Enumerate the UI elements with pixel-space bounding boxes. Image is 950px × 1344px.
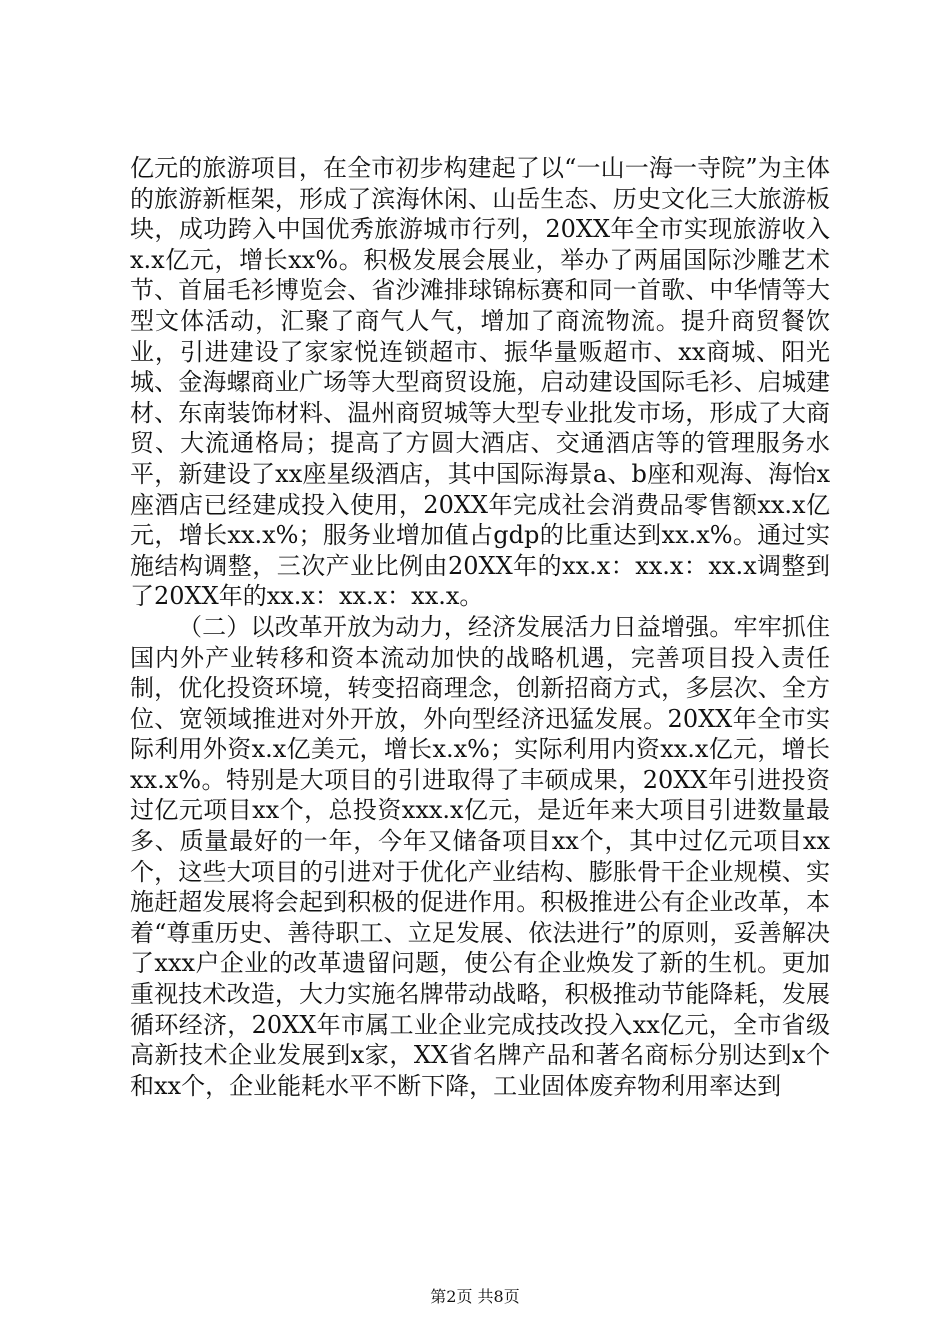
page-footer: 第2页 共8页 [430,1287,520,1306]
paragraph-reform-opening: （二）以改革开放为动力，经济发展活力日益增强。牢牢抓住国内外产业转移和资本流动加快的战略机遇，完善项目投入责任制，优化投资环境，转变招商理念，创新招商方式，多层次、全方位、宽领域推进对外开放，外向型经济迅猛发展。20XX年全市实际利用外资x.x亿美元，增长x.x%；实际利用内资xx.x亿元，增长xx.x%。特别是大项目的引进取得了丰硕成果，20XX年引进投资过亿元项目xx个，总投资xxx.x亿元，是近年来大项目引进数量最多、质量最好的一年，今年又储备项目xx个，其中过亿元项目xx个，这些大项目的引进对于优化产业结构、膨胀骨干企业规模、实施赶超发展将会起到积极的促进作用。积极推进公有企业改革，本着“尊重历史、善待职工、立足发展、依法进行”的原则，妥善解决了xxx户企业的改革遗留问题，使公有企业焕发了新的生机。更加重视技术改造，大力实施名牌带动战略，积极推动节能降耗，发展循环经济，20XX年市属工业企业完成技改投入xx亿元，全市省级高新技术企业发展到x家，XX省名牌产品和著名商标分别达到x个和xx个，企业能耗水平不断下降，工业固体废弃物利用率达到 [130,612,830,1100]
paragraph-continued: 亿元的旅游项目，在全市初步构建起了以“一山一海一寺院”为主体的旅游新框架，形成了滨海休闲、山岳生态、历史文化三大旅游板块，成功跨入中国优秀旅游城市行列，20XX年全市实现旅游收入x.x亿元，增长xx%。积极发展会展业，举办了两届国际沙雕艺术节、首届毛衫博览会、省沙滩排球锦标赛和同一首歌、中华情等大型文体活动，汇聚了商气人气，增加了商流物流。提升商贸餐饮业，引进建设了家家悦连锁超市、振华量贩超市、xx商城、阳光城、金海螺商业广场等大型商贸设施，启动建设国际毛衫、启城建材、东南装饰材料、温州商贸城等大型专业批发市场，形成了大商贸、大流通格局；提高了方圆大酒店、交通酒店等的管理服务水平，新建设了xx座星级酒店，其中国际海景a、b座和观海、海怡x座酒店已经建成投入使用，20XX年完成社会消费品零售额xx.x亿元，增长xx.x%；服务业增加值占gdp的比重达到xx.x%。通过实施结构调整，三次产业比例由20XX年的xx.x：xx.x：xx.x调整到了20XX年的xx.x：xx.x：xx.x。 [130,154,830,611]
document-body [130,153,830,1101]
